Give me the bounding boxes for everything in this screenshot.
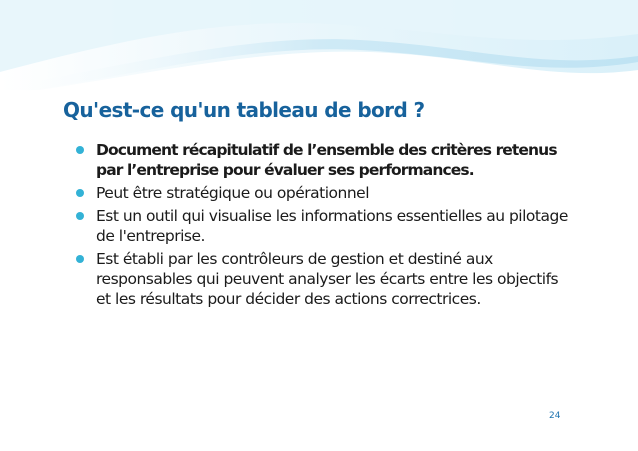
page-number: 24 [549,411,561,421]
bullet-text: Est un outil qui visualise les informations essentielles au pilotage de l'entreprise. [96,207,568,245]
slide-title: Qu'est-ce qu'un tableau de bord ? [63,98,425,122]
bullet-dot-icon [76,146,84,154]
bullet-text: Document récapitulatif de l’ensemble des critères retenus par l’entreprise pour évaluer ses performances. [96,141,557,179]
bullet-dot-icon [76,255,84,263]
bullet-item [76,206,576,246]
bullet-dot-icon [76,212,84,220]
wave-graphic [0,0,638,110]
bullet-item [76,249,576,309]
bullet-text: Est établi par les contrôleurs de gestion et destiné aux responsables qui peuvent analyser les écarts entre les objectifs et les résultats pour décider des actions correctrices. [96,250,559,308]
bullet-item [76,140,576,180]
decorative-wave-banner [0,0,638,110]
bullet-dot-icon [76,189,84,197]
bullet-item [76,183,576,203]
bullet-text: Peut être stratégique ou opérationnel [96,184,369,202]
bullet-list [76,140,576,312]
